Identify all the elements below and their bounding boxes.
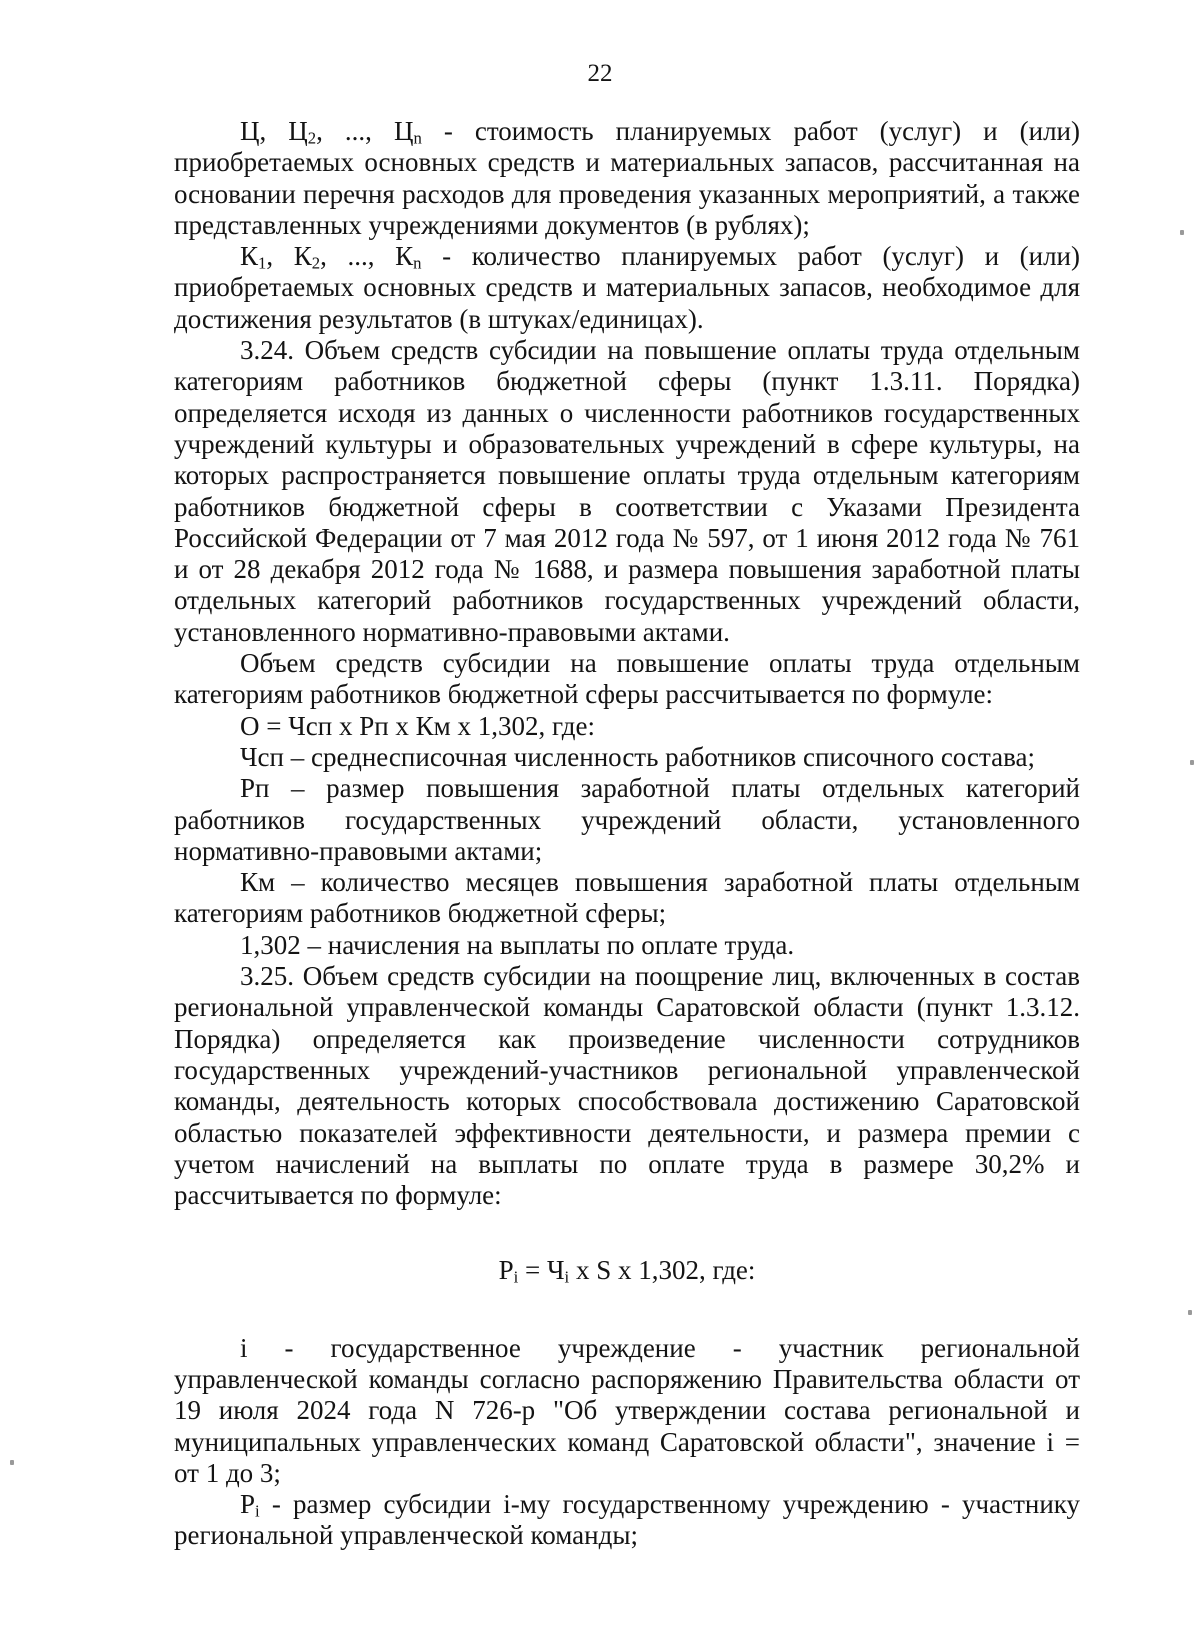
text-run: Ц, Ц — [240, 116, 308, 146]
formula-o: О = Чсп х Рп х Км х 1,302, где: — [240, 710, 595, 741]
definition-i: i - государственное учреждение - участник региональной управленческой команды согласно распоряжению Правительства области от 19 июля 2024 года N 726-р "Об утверждении состава региональной и муниципальных управленческих команд Саратовской области", значение i = от 1 до 3; — [174, 1332, 1080, 1488]
definition-pi — [174, 1489, 1080, 1552]
definition-chsp: Чсп – среднесписочная численность работников списочного состава; — [240, 741, 1035, 772]
scan-artifact — [1190, 760, 1194, 765]
text-run: К — [240, 241, 259, 272]
paragraph-costs-definition — [174, 116, 1080, 241]
text-run: , К — [266, 241, 312, 272]
scan-artifact — [10, 1460, 14, 1465]
definition-rp: Рп – размер повышения заработной платы отдельных категорий работников государственных учреждений области, установленного нормативно-правовыми актами; — [174, 773, 1080, 866]
text-run: - стоимость планируемых работ (услуг) и (или) приобретаемых основных средств и материальных запасов, рассчитанная на основании перечня расходов для проведения указанных мероприятий, а также представленных учреждениями документов (в рублях); — [174, 116, 1081, 240]
subscript: i — [255, 1501, 260, 1521]
subscript: i — [513, 1267, 519, 1287]
definition-1302: 1,302 – начисления на выплаты по оплате труда. — [240, 929, 795, 960]
text-run: x S x 1,302, где: — [569, 1255, 756, 1286]
paragraph-formula-intro: Объем средств субсидии на повышение оплаты труда отдельным категориям работников бюджетной сферы рассчитывается по формуле: — [174, 648, 1080, 710]
text-run: P — [498, 1255, 514, 1286]
text-run: - размер субсидии i-му государственному учреждению - участнику региональной управленческой команды; — [174, 1489, 1080, 1551]
formula-pi — [174, 1255, 1080, 1286]
subscript: i — [564, 1267, 570, 1287]
scan-artifact — [1180, 230, 1184, 235]
text-run: , ..., Ц — [316, 116, 414, 146]
document-body — [174, 116, 1080, 1552]
paragraph-3-24: 3.24. Объем средств субсидии на повышение оплаты труда отдельным категориям работников бюджетной сферы (пункт 1.3.11. Порядка) определяется исходя из данных о численности работников государственных учреждений культуры и образовательных учреждений в сфере культуры, на которых распространяется повышение оплаты труда отдельным категориям работников бюджетной сферы в соответствии с Указами Президента Российской Федерации от 7 мая 2012 года № 597, от 1 июня 2012 года № 761 и от 28 декабря 2012 года № 1688, и размера повышения заработной платы отдельных категорий работников государственных учреждений области, установленного нормативно-правовыми актами. — [174, 335, 1080, 647]
subscript: 2 — [311, 253, 321, 273]
subscript: n — [413, 128, 422, 148]
definition-km: Км – количество месяцев повышения заработной платы отдельным категориям работников бюджетной сферы; — [174, 867, 1080, 929]
subscript: n — [413, 253, 422, 273]
subscript: 2 — [307, 128, 317, 148]
text-run: , ..., К — [320, 241, 414, 272]
scan-artifact — [1188, 1310, 1192, 1315]
paragraph-3-25: 3.25. Объем средств субсидии на поощрение лиц, включенных в состав региональной управленческой команды Саратовской области (пункт 1.3.12. Порядка) определяется как произведение численности сотрудников государственных учреждений-участников региональной управленческой команды, деятельность которых способствовала достижению Саратовской областью показателей эффективности деятельности, и размера премии с учетом начислений на выплаты по оплате труда в размере 30,2% и рассчитывается по формуле: — [174, 961, 1080, 1211]
paragraph-quantity-definition — [174, 241, 1080, 335]
text-run: = Ч — [518, 1255, 565, 1286]
page-number: 22 — [587, 60, 613, 87]
subscript: 1 — [258, 253, 267, 273]
text-run: P — [240, 1489, 256, 1520]
text-run: - количество планируемых работ (услуг) и (или) приобретаемых основных средств и материальных запасов, необходимое для достижения результатов (в штуках/единицах). — [174, 241, 1080, 334]
